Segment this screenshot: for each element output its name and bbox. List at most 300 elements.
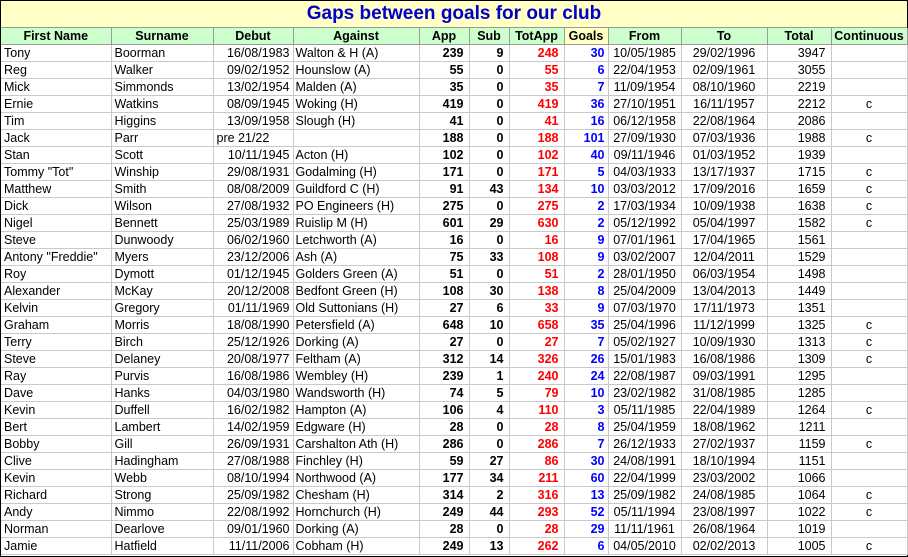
cell-to[interactable]: 17/09/2016 <box>681 181 767 198</box>
cell-surname[interactable]: Boorman <box>111 45 213 62</box>
cell-first-name[interactable]: Kevin <box>1 470 111 487</box>
header-sub[interactable]: Sub <box>469 28 509 45</box>
cell-totapp[interactable]: 138 <box>509 283 564 300</box>
cell-total[interactable]: 3055 <box>767 62 831 79</box>
cell-to[interactable]: 08/10/1960 <box>681 79 767 96</box>
cell-sub[interactable]: 0 <box>469 164 509 181</box>
cell-debut[interactable]: 27/08/1988 <box>213 453 293 470</box>
cell-sub[interactable]: 0 <box>469 266 509 283</box>
cell-first-name[interactable]: Clive <box>1 453 111 470</box>
cell-to[interactable]: 23/08/1997 <box>681 504 767 521</box>
cell-from[interactable]: 28/01/1950 <box>608 266 681 283</box>
cell-sub[interactable]: 29 <box>469 215 509 232</box>
cell-sub[interactable]: 0 <box>469 79 509 96</box>
cell-totapp[interactable]: 110 <box>509 402 564 419</box>
cell-from[interactable]: 27/10/1951 <box>608 96 681 113</box>
cell-first-name[interactable]: Reg <box>1 62 111 79</box>
cell-first-name[interactable]: Matthew <box>1 181 111 198</box>
cell-surname[interactable]: Webb <box>111 470 213 487</box>
cell-debut[interactable]: 01/11/1969 <box>213 300 293 317</box>
cell-first-name[interactable]: Terry <box>1 334 111 351</box>
cell-to[interactable]: 12/04/2011 <box>681 249 767 266</box>
cell-to[interactable]: 01/03/1952 <box>681 147 767 164</box>
cell-first-name[interactable]: Kevin <box>1 402 111 419</box>
cell-against[interactable]: Wembley (H) <box>293 368 419 385</box>
cell-continuous[interactable]: c <box>831 130 907 147</box>
cell-continuous[interactable]: c <box>831 181 907 198</box>
cell-continuous[interactable] <box>831 232 907 249</box>
cell-totapp[interactable]: 171 <box>509 164 564 181</box>
cell-app[interactable]: 35 <box>419 79 469 96</box>
cell-to[interactable]: 26/08/1964 <box>681 521 767 538</box>
cell-continuous[interactable]: c <box>831 164 907 181</box>
cell-surname[interactable]: Gregory <box>111 300 213 317</box>
cell-first-name[interactable]: Dick <box>1 198 111 215</box>
cell-continuous[interactable]: c <box>831 504 907 521</box>
cell-against[interactable]: Letchworth (A) <box>293 232 419 249</box>
cell-total[interactable]: 1264 <box>767 402 831 419</box>
cell-goals[interactable]: 6 <box>564 62 608 79</box>
header-from[interactable]: From <box>608 28 681 45</box>
cell-app[interactable]: 75 <box>419 249 469 266</box>
cell-first-name[interactable]: Richard <box>1 487 111 504</box>
cell-surname[interactable]: Duffell <box>111 402 213 419</box>
cell-debut[interactable]: 01/12/1945 <box>213 266 293 283</box>
cell-surname[interactable]: Parr <box>111 130 213 147</box>
cell-totapp[interactable]: 27 <box>509 334 564 351</box>
cell-sub[interactable]: 6 <box>469 300 509 317</box>
cell-to[interactable]: 07/03/1936 <box>681 130 767 147</box>
cell-app[interactable]: 91 <box>419 181 469 198</box>
cell-app[interactable]: 239 <box>419 45 469 62</box>
cell-sub[interactable]: 34 <box>469 470 509 487</box>
cell-continuous[interactable] <box>831 300 907 317</box>
cell-totapp[interactable]: 240 <box>509 368 564 385</box>
cell-goals[interactable]: 2 <box>564 266 608 283</box>
cell-from[interactable]: 11/09/1954 <box>608 79 681 96</box>
cell-first-name[interactable]: Ray <box>1 368 111 385</box>
cell-against[interactable]: Edgware (H) <box>293 419 419 436</box>
cell-sub[interactable]: 0 <box>469 130 509 147</box>
cell-against[interactable]: Bedfont Green (H) <box>293 283 419 300</box>
cell-to[interactable]: 11/12/1999 <box>681 317 767 334</box>
cell-first-name[interactable]: Bobby <box>1 436 111 453</box>
cell-against[interactable]: Ruislip M (H) <box>293 215 419 232</box>
cell-sub[interactable]: 14 <box>469 351 509 368</box>
cell-total[interactable]: 1064 <box>767 487 831 504</box>
cell-to[interactable]: 18/10/1994 <box>681 453 767 470</box>
cell-surname[interactable]: Gill <box>111 436 213 453</box>
cell-app[interactable]: 249 <box>419 538 469 555</box>
cell-continuous[interactable] <box>831 147 907 164</box>
cell-app[interactable]: 419 <box>419 96 469 113</box>
cell-debut[interactable]: 26/09/1931 <box>213 436 293 453</box>
cell-continuous[interactable] <box>831 45 907 62</box>
cell-goals[interactable]: 7 <box>564 79 608 96</box>
cell-first-name[interactable]: Andy <box>1 504 111 521</box>
cell-against[interactable]: Petersfield (A) <box>293 317 419 334</box>
cell-app[interactable]: 648 <box>419 317 469 334</box>
cell-debut[interactable]: 08/09/1945 <box>213 96 293 113</box>
cell-goals[interactable]: 29 <box>564 521 608 538</box>
cell-total[interactable]: 1939 <box>767 147 831 164</box>
cell-from[interactable]: 22/04/1999 <box>608 470 681 487</box>
cell-debut[interactable]: 25/12/1926 <box>213 334 293 351</box>
cell-totapp[interactable]: 28 <box>509 521 564 538</box>
cell-goals[interactable]: 52 <box>564 504 608 521</box>
cell-total[interactable]: 1325 <box>767 317 831 334</box>
cell-first-name[interactable]: Roy <box>1 266 111 283</box>
cell-from[interactable]: 05/11/1994 <box>608 504 681 521</box>
cell-to[interactable]: 23/03/2002 <box>681 470 767 487</box>
cell-to[interactable]: 10/09/1938 <box>681 198 767 215</box>
cell-app[interactable]: 102 <box>419 147 469 164</box>
cell-app[interactable]: 16 <box>419 232 469 249</box>
cell-from[interactable]: 11/11/1961 <box>608 521 681 538</box>
cell-first-name[interactable]: Antony "Freddie" <box>1 249 111 266</box>
cell-goals[interactable]: 13 <box>564 487 608 504</box>
cell-debut[interactable]: 08/08/2009 <box>213 181 293 198</box>
cell-to[interactable]: 02/02/2013 <box>681 538 767 555</box>
cell-from[interactable]: 25/04/1996 <box>608 317 681 334</box>
cell-from[interactable]: 25/09/1982 <box>608 487 681 504</box>
cell-app[interactable]: 51 <box>419 266 469 283</box>
cell-surname[interactable]: Hanks <box>111 385 213 402</box>
cell-debut[interactable]: 23/12/2006 <box>213 249 293 266</box>
header-debut[interactable]: Debut <box>213 28 293 45</box>
cell-continuous[interactable] <box>831 79 907 96</box>
cell-from[interactable]: 06/12/1958 <box>608 113 681 130</box>
cell-continuous[interactable]: c <box>831 351 907 368</box>
cell-total[interactable]: 1498 <box>767 266 831 283</box>
cell-continuous[interactable]: c <box>831 436 907 453</box>
cell-surname[interactable]: Hadingham <box>111 453 213 470</box>
cell-debut[interactable]: 09/01/1960 <box>213 521 293 538</box>
cell-debut[interactable]: 25/03/1989 <box>213 215 293 232</box>
cell-totapp[interactable]: 102 <box>509 147 564 164</box>
header-continuous[interactable]: Continuous <box>831 28 907 45</box>
cell-total[interactable]: 1561 <box>767 232 831 249</box>
cell-continuous[interactable] <box>831 113 907 130</box>
cell-totapp[interactable]: 316 <box>509 487 564 504</box>
cell-continuous[interactable]: c <box>831 487 907 504</box>
cell-continuous[interactable] <box>831 249 907 266</box>
cell-against[interactable]: Acton (H) <box>293 147 419 164</box>
cell-from[interactable]: 04/05/2010 <box>608 538 681 555</box>
cell-from[interactable]: 15/01/1983 <box>608 351 681 368</box>
cell-first-name[interactable]: Tony <box>1 45 111 62</box>
cell-from[interactable]: 22/04/1953 <box>608 62 681 79</box>
cell-surname[interactable]: Hatfield <box>111 538 213 555</box>
cell-total[interactable]: 2212 <box>767 96 831 113</box>
cell-from[interactable]: 24/08/1991 <box>608 453 681 470</box>
cell-from[interactable]: 05/12/1992 <box>608 215 681 232</box>
cell-goals[interactable]: 26 <box>564 351 608 368</box>
cell-app[interactable]: 27 <box>419 334 469 351</box>
cell-goals[interactable]: 40 <box>564 147 608 164</box>
cell-total[interactable]: 1019 <box>767 521 831 538</box>
cell-debut[interactable]: 08/10/1994 <box>213 470 293 487</box>
cell-against[interactable]: Finchley (H) <box>293 453 419 470</box>
cell-sub[interactable]: 43 <box>469 181 509 198</box>
cell-against[interactable]: Malden (A) <box>293 79 419 96</box>
cell-against[interactable]: Hounslow (A) <box>293 62 419 79</box>
cell-continuous[interactable] <box>831 419 907 436</box>
cell-against[interactable]: Dorking (A) <box>293 521 419 538</box>
cell-total[interactable]: 1659 <box>767 181 831 198</box>
cell-total[interactable]: 1022 <box>767 504 831 521</box>
cell-sub[interactable]: 13 <box>469 538 509 555</box>
header-app[interactable]: App <box>419 28 469 45</box>
cell-continuous[interactable]: c <box>831 402 907 419</box>
cell-from[interactable]: 26/12/1933 <box>608 436 681 453</box>
cell-sub[interactable]: 0 <box>469 232 509 249</box>
cell-app[interactable]: 27 <box>419 300 469 317</box>
cell-sub[interactable]: 9 <box>469 45 509 62</box>
cell-surname[interactable]: Myers <box>111 249 213 266</box>
cell-debut[interactable]: 27/08/1932 <box>213 198 293 215</box>
cell-totapp[interactable]: 86 <box>509 453 564 470</box>
cell-app[interactable]: 239 <box>419 368 469 385</box>
cell-sub[interactable]: 4 <box>469 402 509 419</box>
header-first-name[interactable]: First Name <box>1 28 111 45</box>
cell-continuous[interactable]: c <box>831 198 907 215</box>
cell-sub[interactable]: 0 <box>469 419 509 436</box>
cell-goals[interactable]: 10 <box>564 385 608 402</box>
cell-debut[interactable]: 16/08/1983 <box>213 45 293 62</box>
cell-sub[interactable]: 0 <box>469 436 509 453</box>
cell-total[interactable]: 1005 <box>767 538 831 555</box>
cell-goals[interactable]: 5 <box>564 164 608 181</box>
cell-against[interactable]: Chesham (H) <box>293 487 419 504</box>
cell-surname[interactable]: Bennett <box>111 215 213 232</box>
cell-goals[interactable]: 9 <box>564 300 608 317</box>
header-totapp[interactable]: TotApp <box>509 28 564 45</box>
cell-against[interactable]: Wandsworth (H) <box>293 385 419 402</box>
cell-debut[interactable]: 16/08/1986 <box>213 368 293 385</box>
cell-app[interactable]: 314 <box>419 487 469 504</box>
cell-app[interactable]: 41 <box>419 113 469 130</box>
cell-debut[interactable]: 25/09/1982 <box>213 487 293 504</box>
cell-to[interactable]: 13/04/2013 <box>681 283 767 300</box>
cell-debut[interactable]: 18/08/1990 <box>213 317 293 334</box>
cell-sub[interactable]: 27 <box>469 453 509 470</box>
cell-surname[interactable]: Walker <box>111 62 213 79</box>
cell-surname[interactable]: Watkins <box>111 96 213 113</box>
cell-surname[interactable]: Wilson <box>111 198 213 215</box>
cell-app[interactable]: 275 <box>419 198 469 215</box>
cell-from[interactable]: 03/03/2012 <box>608 181 681 198</box>
cell-totapp[interactable]: 275 <box>509 198 564 215</box>
cell-first-name[interactable]: Alexander <box>1 283 111 300</box>
cell-totapp[interactable]: 248 <box>509 45 564 62</box>
cell-first-name[interactable]: Tommy "Tot" <box>1 164 111 181</box>
cell-to[interactable]: 05/04/1997 <box>681 215 767 232</box>
cell-surname[interactable]: Delaney <box>111 351 213 368</box>
cell-from[interactable]: 25/04/2009 <box>608 283 681 300</box>
cell-first-name[interactable]: Tim <box>1 113 111 130</box>
cell-continuous[interactable] <box>831 266 907 283</box>
cell-sub[interactable]: 0 <box>469 96 509 113</box>
cell-total[interactable]: 1988 <box>767 130 831 147</box>
cell-app[interactable]: 188 <box>419 130 469 147</box>
cell-goals[interactable]: 30 <box>564 453 608 470</box>
cell-app[interactable]: 28 <box>419 521 469 538</box>
cell-sub[interactable]: 10 <box>469 317 509 334</box>
cell-total[interactable]: 1351 <box>767 300 831 317</box>
cell-debut[interactable]: 29/08/1931 <box>213 164 293 181</box>
cell-first-name[interactable]: Bert <box>1 419 111 436</box>
cell-from[interactable]: 05/11/1985 <box>608 402 681 419</box>
cell-against[interactable]: Carshalton Ath (H) <box>293 436 419 453</box>
cell-goals[interactable]: 35 <box>564 317 608 334</box>
cell-continuous[interactable] <box>831 62 907 79</box>
cell-surname[interactable]: Birch <box>111 334 213 351</box>
cell-totapp[interactable]: 134 <box>509 181 564 198</box>
cell-goals[interactable]: 2 <box>564 215 608 232</box>
cell-to[interactable]: 10/09/1930 <box>681 334 767 351</box>
cell-from[interactable]: 04/03/1933 <box>608 164 681 181</box>
cell-surname[interactable]: Scott <box>111 147 213 164</box>
cell-goals[interactable]: 36 <box>564 96 608 113</box>
cell-totapp[interactable]: 211 <box>509 470 564 487</box>
cell-totapp[interactable]: 28 <box>509 419 564 436</box>
cell-against[interactable]: Golders Green (A) <box>293 266 419 283</box>
cell-sub[interactable]: 1 <box>469 368 509 385</box>
cell-totapp[interactable]: 286 <box>509 436 564 453</box>
cell-first-name[interactable]: Steve <box>1 351 111 368</box>
cell-app[interactable]: 74 <box>419 385 469 402</box>
cell-from[interactable]: 07/03/1970 <box>608 300 681 317</box>
cell-totapp[interactable]: 419 <box>509 96 564 113</box>
cell-sub[interactable]: 0 <box>469 334 509 351</box>
cell-app[interactable]: 312 <box>419 351 469 368</box>
cell-app[interactable]: 108 <box>419 283 469 300</box>
cell-to[interactable]: 18/08/1962 <box>681 419 767 436</box>
cell-sub[interactable]: 5 <box>469 385 509 402</box>
cell-app[interactable]: 55 <box>419 62 469 79</box>
cell-app[interactable]: 286 <box>419 436 469 453</box>
cell-to[interactable]: 29/02/1996 <box>681 45 767 62</box>
cell-against[interactable]: PO Engineers (H) <box>293 198 419 215</box>
cell-goals[interactable]: 9 <box>564 249 608 266</box>
cell-first-name[interactable]: Jamie <box>1 538 111 555</box>
cell-total[interactable]: 1715 <box>767 164 831 181</box>
cell-debut[interactable]: 20/08/1977 <box>213 351 293 368</box>
cell-totapp[interactable]: 16 <box>509 232 564 249</box>
cell-goals[interactable]: 8 <box>564 419 608 436</box>
cell-total[interactable]: 1313 <box>767 334 831 351</box>
cell-debut[interactable]: 16/02/1982 <box>213 402 293 419</box>
cell-continuous[interactable] <box>831 470 907 487</box>
cell-app[interactable]: 28 <box>419 419 469 436</box>
cell-sub[interactable]: 0 <box>469 62 509 79</box>
cell-to[interactable]: 16/11/1957 <box>681 96 767 113</box>
cell-sub[interactable]: 2 <box>469 487 509 504</box>
header-goals[interactable]: Goals <box>564 28 608 45</box>
cell-continuous[interactable] <box>831 368 907 385</box>
cell-goals[interactable]: 9 <box>564 232 608 249</box>
cell-continuous[interactable] <box>831 521 907 538</box>
cell-total[interactable]: 1529 <box>767 249 831 266</box>
cell-from[interactable]: 07/01/1961 <box>608 232 681 249</box>
cell-debut[interactable]: 06/02/1960 <box>213 232 293 249</box>
cell-sub[interactable]: 0 <box>469 147 509 164</box>
cell-debut[interactable]: 09/02/1952 <box>213 62 293 79</box>
cell-to[interactable]: 17/11/1973 <box>681 300 767 317</box>
cell-against[interactable]: Woking (H) <box>293 96 419 113</box>
cell-sub[interactable]: 0 <box>469 521 509 538</box>
cell-totapp[interactable]: 108 <box>509 249 564 266</box>
cell-goals[interactable]: 16 <box>564 113 608 130</box>
cell-against[interactable] <box>293 130 419 147</box>
cell-first-name[interactable]: Norman <box>1 521 111 538</box>
cell-app[interactable]: 177 <box>419 470 469 487</box>
cell-total[interactable]: 2086 <box>767 113 831 130</box>
cell-goals[interactable]: 10 <box>564 181 608 198</box>
cell-total[interactable]: 1638 <box>767 198 831 215</box>
cell-to[interactable]: 24/08/1985 <box>681 487 767 504</box>
cell-total[interactable]: 1211 <box>767 419 831 436</box>
cell-totapp[interactable]: 79 <box>509 385 564 402</box>
cell-sub[interactable]: 0 <box>469 113 509 130</box>
cell-continuous[interactable]: c <box>831 215 907 232</box>
cell-surname[interactable]: Morris <box>111 317 213 334</box>
cell-from[interactable]: 05/02/1927 <box>608 334 681 351</box>
cell-debut[interactable]: 20/12/2008 <box>213 283 293 300</box>
cell-total[interactable]: 1066 <box>767 470 831 487</box>
cell-app[interactable]: 601 <box>419 215 469 232</box>
cell-debut[interactable]: 14/02/1959 <box>213 419 293 436</box>
cell-from[interactable]: 23/02/1982 <box>608 385 681 402</box>
cell-total[interactable]: 3947 <box>767 45 831 62</box>
cell-totapp[interactable]: 262 <box>509 538 564 555</box>
cell-first-name[interactable]: Graham <box>1 317 111 334</box>
cell-total[interactable]: 2219 <box>767 79 831 96</box>
cell-total[interactable]: 1151 <box>767 453 831 470</box>
cell-from[interactable]: 10/05/1985 <box>608 45 681 62</box>
cell-totapp[interactable]: 188 <box>509 130 564 147</box>
cell-to[interactable]: 31/08/1985 <box>681 385 767 402</box>
cell-totapp[interactable]: 35 <box>509 79 564 96</box>
cell-against[interactable]: Walton & H (A) <box>293 45 419 62</box>
cell-app[interactable]: 59 <box>419 453 469 470</box>
cell-app[interactable]: 106 <box>419 402 469 419</box>
cell-surname[interactable]: Strong <box>111 487 213 504</box>
cell-against[interactable]: Hampton (A) <box>293 402 419 419</box>
cell-debut[interactable]: 11/11/2006 <box>213 538 293 555</box>
cell-debut[interactable]: 13/02/1954 <box>213 79 293 96</box>
cell-goals[interactable]: 6 <box>564 538 608 555</box>
cell-to[interactable]: 27/02/1937 <box>681 436 767 453</box>
cell-first-name[interactable]: Dave <box>1 385 111 402</box>
cell-to[interactable]: 09/03/1991 <box>681 368 767 385</box>
header-surname[interactable]: Surname <box>111 28 213 45</box>
cell-app[interactable]: 249 <box>419 504 469 521</box>
cell-sub[interactable]: 0 <box>469 198 509 215</box>
cell-totapp[interactable]: 33 <box>509 300 564 317</box>
cell-surname[interactable]: Dunwoody <box>111 232 213 249</box>
cell-goals[interactable]: 7 <box>564 436 608 453</box>
header-against[interactable]: Against <box>293 28 419 45</box>
cell-continuous[interactable] <box>831 453 907 470</box>
cell-from[interactable]: 22/08/1987 <box>608 368 681 385</box>
cell-surname[interactable]: Nimmo <box>111 504 213 521</box>
cell-against[interactable]: Ash (A) <box>293 249 419 266</box>
cell-against[interactable]: Dorking (A) <box>293 334 419 351</box>
cell-surname[interactable]: Dearlove <box>111 521 213 538</box>
cell-app[interactable]: 171 <box>419 164 469 181</box>
